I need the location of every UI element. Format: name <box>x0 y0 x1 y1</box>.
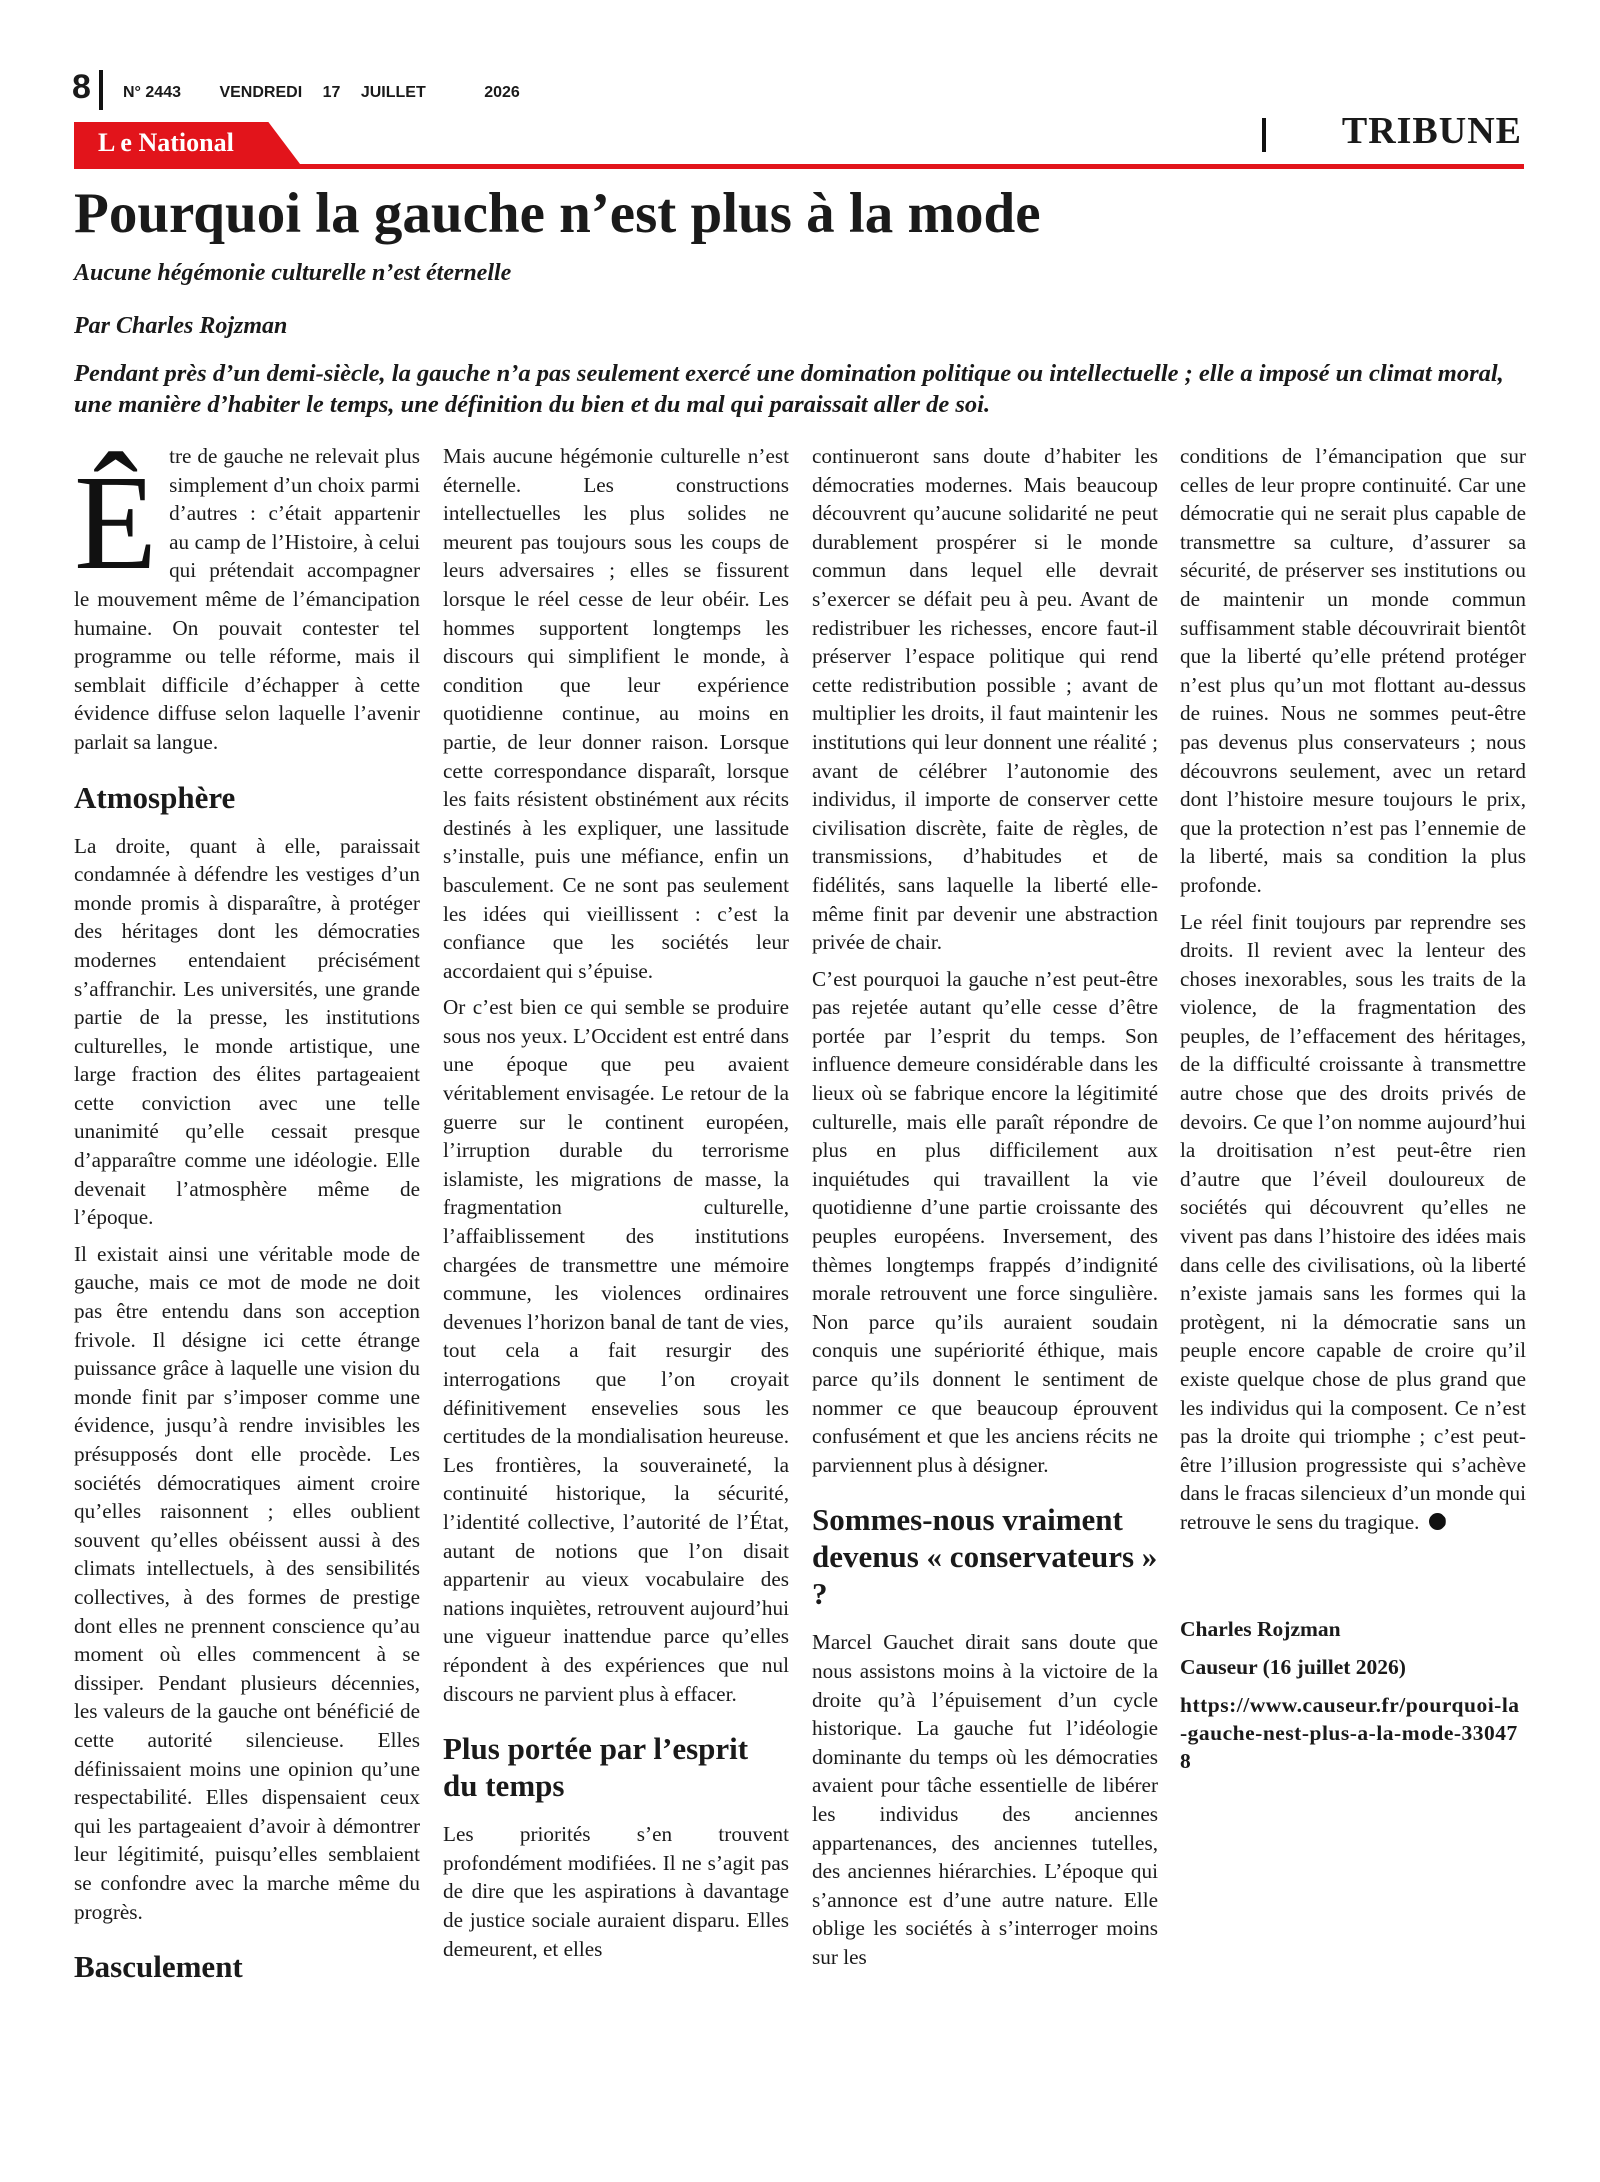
article-subtitle: Aucune hégémonie culturelle n’est éternelle <box>74 260 512 286</box>
end-of-article-icon <box>1429 1513 1446 1530</box>
signature-author: Charles Rojzman <box>1180 1616 1341 1641</box>
paragraph: Mais aucune hégémonie culturelle n’est éternelle. Les constructions intellectuelles les plus solides ne meurent pas toujours sous les coups de leurs adversaires ; elles se fissurent lorsque le réel cesse de leur obéir. Les hommes supportent longtemps les discours qui simplifient le monde, à condition que leur expérience quotidienne continue, au moins en partie, de leur donner raison. Lorsque cette correspondance disparaît, lorsque les faits résistent obstinément aux récits destinés à les expliquer, une lassitude s’installe, puis une méfiance, enfin un basculement. Ce ne sont pas seulement les idées qui vieillissent : c’est la confiance que les sociétés leur accordaient qui s’épuise. <box>443 444 789 983</box>
article-lede: Pendant près d’un demi-siècle, la gauche n’a pas seulement exercé une domination politique ou intellectuelle ; elle a imposé un climat moral, une manière d’habiter le temps, une définition du bien et du mal qui paraissait aller de soi. <box>74 360 1504 418</box>
column-1 <box>74 442 420 2001</box>
section-title: TRIBUNE <box>1341 110 1522 152</box>
paragraph: Or c’est bien ce qui semble se produire sous nos yeux. L’Occident est entré dans une époque que peu avaient véritablement envisagée. Le retour de la guerre sur le continent européen, l’irruption durable du terrorisme islamiste, les migrations de masse, la fragmentation culturelle, l’affaiblissement des institutions chargées de transmettre une mémoire commune, les violences ordinaires devenues l’horizon banal de tant de vies, tout cela a fait resurgir des interrogations que l’on croyait définitivement ensevelies sous les certitudes de la mondialisation heureuse. Les frontières, la souveraineté, la continuité historique, la sécurité, l’identité collective, l’autorité de l’État, autant de notions que l’on disait appartenir au vieux vocabulaire des nations inquiètes, retrouvent aujourd’hui une vigueur inattendue parce qu’elles répondent à des expériences que nul discours ne parvient plus à effacer. <box>443 995 789 1706</box>
column-2 <box>443 442 789 1971</box>
section-heading-atmosphere: Atmosphère <box>74 779 236 815</box>
drop-cap: Ê <box>74 448 158 598</box>
article-byline: Par Charles Rojzman <box>74 313 288 339</box>
section-heading-esprit-du-temps: Plus portée par l’esprit du temps <box>443 1731 749 1804</box>
issue-number: N° 2443 <box>123 84 181 101</box>
paragraph <box>1180 908 1526 1537</box>
issue-year: 2026 <box>484 84 520 101</box>
paragraph: C’est pourquoi la gauche n’est peut-être pas rejetée autant qu’elle cesse d’être portée par l’esprit du temps. Son influence demeure considérable dans les lieux où se fabrique encore la légitimité culturelle, mais elle paraît répondre de plus en plus difficilement aux inquiétudes qui travaillent la vie quotidienne d’une partie croissante des peuples européens. Inversement, des thèmes longtemps frappés d’indignité morale retrouvent une force singulière. Non parce qu’ils auraient soudain conquis une supériorité éthique, mais parce qu’ils donnent le sentiment de nommer ce que beaucoup éprouvent confusément et que les anciens récits ne parviennent plus à désigner. <box>812 966 1158 1477</box>
issue-line <box>123 84 520 102</box>
issue-month: JUILLET <box>360 84 426 101</box>
header-rule <box>74 164 1524 169</box>
source-link[interactable]: https://www.causeur.fr/pourquoi-la-gauche-nest-plus-a-la-mode-330478 <box>1180 1692 1520 1773</box>
newspaper-logo: L e National <box>98 128 234 157</box>
page-number: 8 <box>72 68 91 106</box>
paragraph-text: tre de gauche ne relevait plus simplement d’un choix parmi d’autres : c’était appartenir au camp de l’Histoire, à celui qui prétendait accompagner le mouvement même de l’émancipation humaine. On pouvait contester tel programme ou telle réforme, mais il semblait difficile d’échapper à cette évidence diffuse selon laquelle l’avenir parlait sa langue. <box>74 444 420 754</box>
section-heading-conservateurs: Sommes-nous vraiment devenus « conservateurs » ? <box>812 1502 1158 1612</box>
column-3 <box>812 442 1158 1980</box>
issue-day: 17 <box>322 84 341 101</box>
paragraph: Il existait ainsi une véritable mode de gauche, mais ce mot de mode ne doit pas être entendu dans son acception frivole. Il désigne ici cette étrange puissance grâce à laquelle une vision du monde finit par s’imposer comme une évidence, jusqu’à rendre invisibles les présupposés dont elle procède. Les sociétés démocratiques aiment croire qu’elles raisonnent ; elles oublient souvent qu’elles obéissent aussi à des climats intellectuels, à des sensibilités collectives, à des formes de prestige dont elles ne prennent conscience qu’au moment où elles commencent à se dissiper. Pendant plusieurs décennies, les valeurs de la gauche ont bénéficié de cette autorité silencieuse. Elles définissaient moins une opinion qu’une respectabilité. Elles dispensaient ceux qui les partageaient d’avoir à démontrer leur légitimité, puisqu’elles semblaient se confondre avec la marche même du progrès. <box>74 1241 420 1924</box>
article-headline: Pourquoi la gauche n’est plus à la mode <box>74 182 1041 245</box>
paragraph: continueront sans doute d’habiter les démocraties modernes. Mais beaucoup découvrent qu’aucune solidarité ne peut durablement prospérer si le monde commun dans lequel elle devrait s’exercer se défait peu à peu. Avant de redistribuer les richesses, encore faut-il préserver l’espace politique qui rend cette redistribution possible ; avant de multiplier les droits, il faut maintenir les institutions qui leur donnent une réalité ; avant de célébrer l’autonomie des individus, il importe de conserver cette civilisation discrète, faite de règles, de transmissions, d’habitudes et de fidélités, sans laquelle la liberté elle-même finit par devenir une abstraction privée de chair. <box>812 444 1158 955</box>
page-number-divider <box>99 70 103 110</box>
signature-source: Causeur (16 juillet 2026) <box>1180 1654 1406 1679</box>
column-4 <box>1180 442 1526 1783</box>
section-heading-basculement: Basculement <box>74 1949 243 1985</box>
paragraph: Marcel Gauchet dirait sans doute que nous assistons moins à la victoire de la droite qu’à l’épuisement d’un cycle historique. La gauche fut l’idéologie dominante du temps où les démocraties avaient pour tâche essentielle de libérer les individus des anciennes appartenances, des anciennes tutelles, des anciennes hiérarchies. L’époque qui s’annonce est d’une autre nature. Elle oblige les sociétés à s’interroger moins sur les <box>812 1630 1158 1969</box>
section-divider <box>1262 118 1266 152</box>
paragraph <box>74 442 420 757</box>
issue-weekday: VENDREDI <box>219 84 303 101</box>
paragraph: Les priorités s’en trouvent profondément modifiées. Il ne s’agit pas de dire que les aspirations à davantage de justice sociale auraient disparu. Elles demeurent, et elles <box>443 1822 789 1961</box>
paragraph-text: Le réel finit toujours par reprendre ses droits. Il revient avec la lenteur des choses inexorables, sous les traits de la violence, de la fragmentation des peuples, de l’effacement des héritages, de la difficulté croissante à transmettre autre chose que des droits privés de devoirs. Ce que l’on nomme aujourd’hui la droitisation n’est peut-être rien d’autre que l’éveil douloureux de sociétés qui découvrent qu’elles ne vivent pas dans l’histoire des idées mais dans celle des civilisations, où la liberté n’existe jamais sans les formes qui la protègent, ni la démocratie sans un peuple encore capable de croire qu’il existe quelque chose de plus grand que les individus qui la composent. Ce n’est pas la droite qui triomphe ; c’est peut-être l’illusion progressiste qui s’achève dans le fracas silencieux d’un monde qui retrouve le sens du tragique. <box>1180 909 1526 1534</box>
paragraph: conditions de l’émancipation que sur celles de leur propre continuité. Car une démocratie qui ne serait plus capable de transmettre sa culture, d’assurer sa sécurité, de préserver ses institutions ou de maintenir un monde commun suffisamment stable découvrirait bientôt que la liberté qu’elle prétend protéger n’est plus qu’un mot flottant au-dessus de ruines. Nous ne sommes peut-être pas devenus plus conservateurs ; nous découvrons seulement, avec un retard dont l’histoire mesure toujours le prix, que la protection n’est pas l’ennemie de la liberté, mais sa condition la plus profonde. <box>1180 444 1526 897</box>
paragraph: La droite, quant à elle, paraissait condamnée à défendre les vestiges d’un monde promis à disparaître, à protéger des héritages dont les démocraties modernes entendaient précisément s’affranchir. Les universités, une grande partie de la presse, les institutions culturelles, le monde artistique, une large fraction des élites partageaient cette conviction avec une telle unanimité qu’elle cessait presque d’apparaître comme une idéologie. Elle devenait l’atmosphère même de l’époque. <box>74 833 420 1230</box>
